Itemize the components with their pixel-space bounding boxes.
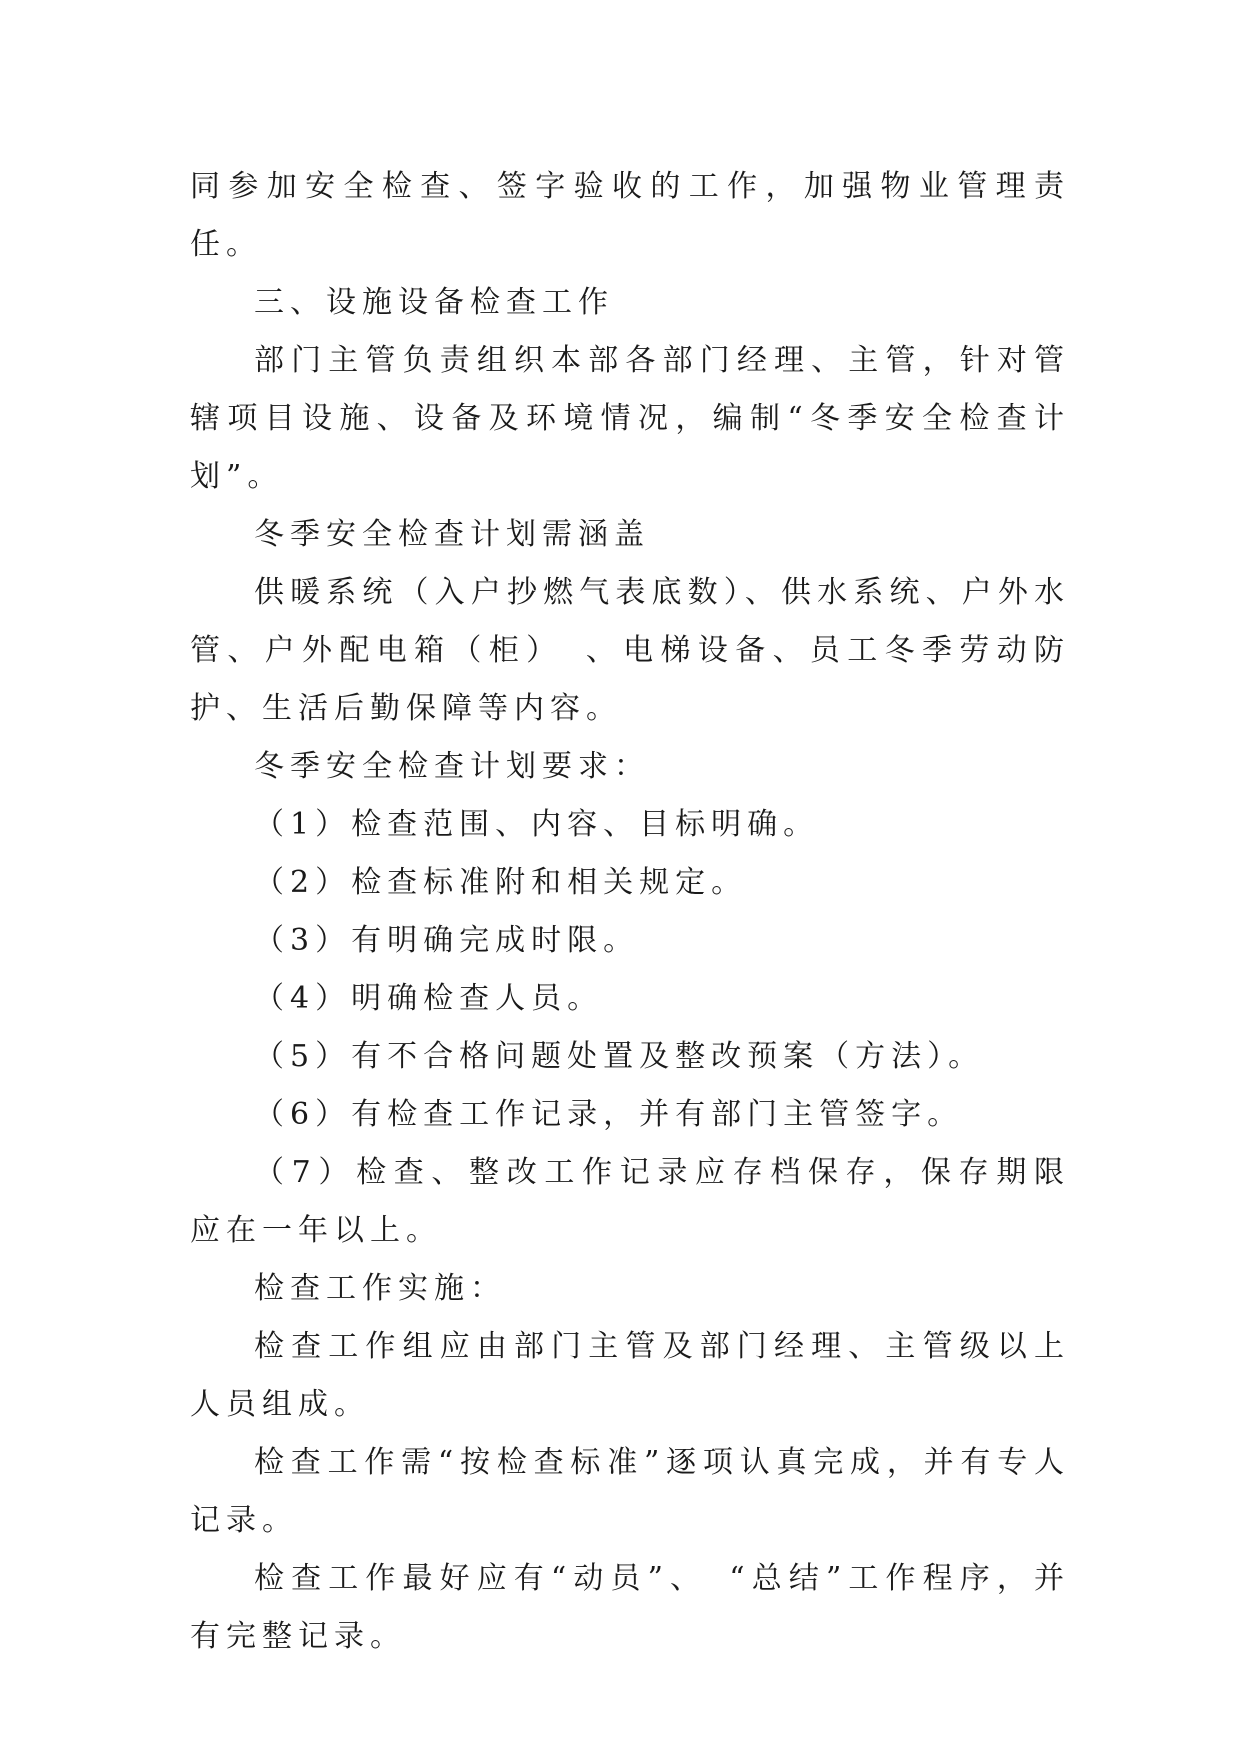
list-item-1: （1）检查范围、内容、目标明确。	[254, 807, 820, 842]
paragraph-17: 检查工作最好应有“动员”、 “总结”工作程序，并有完整记录。	[190, 1561, 1070, 1654]
list-item-2: （2）检查标准附和相关规定。	[254, 865, 748, 900]
paragraph-16: 检查工作需“按检查标准”逐项认真完成，并有专人记录。	[190, 1445, 1070, 1538]
paragraph-14: 检查工作实施：	[254, 1271, 506, 1306]
paragraph-6: 冬季安全检查计划要求：	[254, 749, 650, 784]
paragraph-15: 检查工作组应由部门主管及部门经理、主管级以上人员组成。	[190, 1329, 1070, 1422]
list-item-4: （4）明确检查人员。	[254, 981, 604, 1016]
list-item-5: （5）有不合格问题处置及整改预案（方法）。	[254, 1039, 985, 1074]
list-item-6: （6）有检查工作记录，并有部门主管签字。	[254, 1097, 964, 1132]
paragraph-5: 供暖系统（入户抄燃气表底数）、供水系统、户外水管、户外配电箱（柜） 、电梯设备、员工冬季劳动防护、生活后勤保障等内容。	[190, 575, 1070, 726]
document-body	[190, 158, 1070, 1666]
list-item-3: （3）有明确完成时限。	[254, 923, 640, 958]
paragraph-1: 同参加安全检查、签字验收的工作，加强物业管理责任。	[190, 169, 1070, 262]
list-item-7: （7）检查、整改工作记录应存档保存，保存期限应在一年以上。	[190, 1155, 1070, 1248]
section-heading-facilities: 三、设施设备检查工作	[254, 285, 614, 320]
paragraph-4: 冬季安全检查计划需涵盖	[254, 517, 650, 552]
paragraph-3: 部门主管负责组织本部各部门经理、主管，针对管辖项目设施、设备及环境情况，编制“冬季安全检查计划”。	[190, 343, 1070, 494]
